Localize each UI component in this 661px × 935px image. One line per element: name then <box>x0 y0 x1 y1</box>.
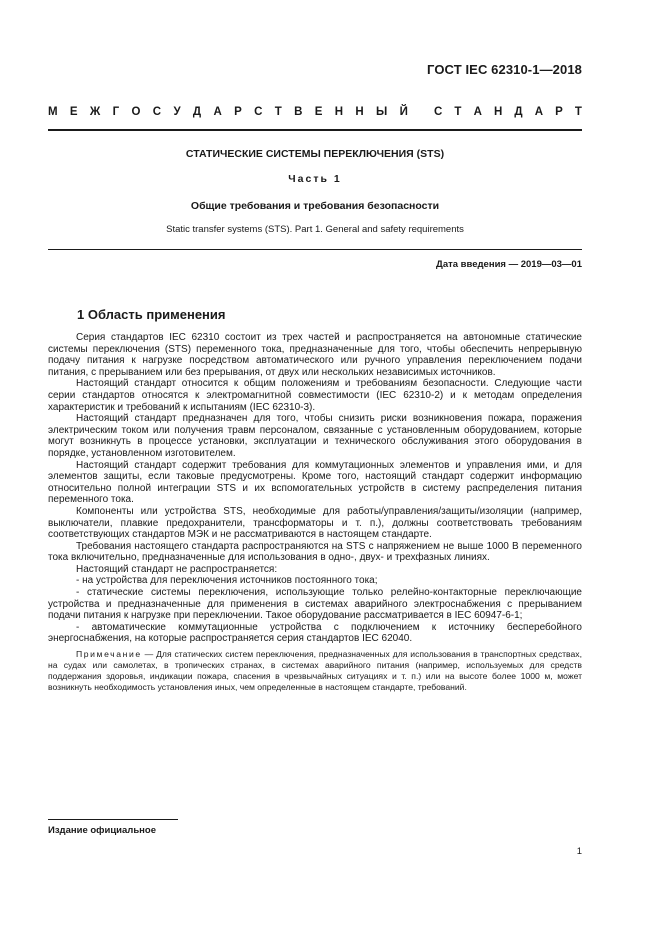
note-label: Примечание <box>76 649 142 660</box>
note <box>48 649 582 693</box>
part-label: Часть 1 <box>288 173 342 185</box>
introduction-date: Дата введения — 2019—03—01 <box>436 259 582 270</box>
english-title: Static transfer systems (STS). Part 1. General and safety requirements <box>166 224 464 235</box>
list-item: - на устройства для переключения источников постоянного тока; <box>76 575 378 587</box>
list-item: - статические системы переключения, использующие только релейно-контакторные переключающие устройства и предназначенные для применения в системах аварийного электроснабжения с прерыванием подачи питания к нагрузке при переключении. Такое оборудование рассматривается в IEC 60947-6-1; <box>48 587 582 622</box>
page-number: 1 <box>576 846 582 857</box>
section-body <box>48 332 582 693</box>
list-item: - автоматические коммутационные устройства с подключением к источнику бесперебойного энергоснабжения, на которые распространяется серия стандартов IEC 62040. <box>48 621 582 645</box>
paragraph: Требования настоящего стандарта распространяются на STS с напряжением не выше 1000 В переменного тока включительно, предназначенные для использования в одно-, двух- и трехфазных линиях. <box>48 540 582 564</box>
paragraph: Настоящий стандарт относится к общим положениям и требованиям безопасности. Следующие части серии стандартов относятся к электромагнитной совместимости (IEC 62310-2) и к методам определения характеристик и требований к испытаниям (IEC 62310-3). <box>48 378 582 413</box>
standard-title: СТАТИЧЕСКИЕ СИСТЕМЫ ПЕРЕКЛЮЧЕНИЯ (STS) <box>185 148 445 160</box>
official-edition-label: Издание официальное <box>48 825 156 836</box>
interstate-standard-banner <box>48 106 582 118</box>
interstate-word-1: М Е Ж Г О С У Д А Р С Т В Е Н Н Ы Й <box>48 106 408 118</box>
paragraph: Настоящий стандарт не распространяется: <box>76 563 278 575</box>
paragraph: Настоящий стандарт предназначен для того, чтобы снизить риски возникновения пожара, поражения электрическим током или получения травм персоналом, связанные с установленным оборудованием, которые могут возникнуть в процессе установки, эксплуатации и технического обслуживания этого оборудования в порядке, установленном изготовителем. <box>48 413 582 459</box>
paragraph: Настоящий стандарт содержит требования для коммутационных элементов и управления ими, и для элементов защиты, если таковые предусмотрены. Кроме того, настоящий стандарт содержит информацию относительно полной интеграции STS и их вспомогательных устройств в систему распределения питания переменного тока. <box>48 459 582 506</box>
paragraph: Серия стандартов IEC 62310 состоит из трех частей и распространяется на автономные статические системы переключения (STS) переменного тока, предназначенные для того, чтобы обеспечить непрерывную подачу питания к нагрузке посредством автоматического или ручного управления переключением подачи питания, с прерыванием или без прерывания, от двух или нескольких независимых источников. <box>48 332 582 378</box>
top-rule <box>48 129 582 131</box>
paragraph: Компоненты или устройства STS, необходимые для работы/управления/защиты/изоляции (например, выключатели, плавкие предохранители, трансформаторы и т. п.), должны соответствовать требованиям соответствующих стандартов МЭК и не рассматриваются в настоящем стандарте. <box>48 505 582 541</box>
standard-subtitle: Общие требования и требования безопасности <box>190 200 440 212</box>
middle-rule <box>48 249 582 250</box>
footer-rule <box>48 819 178 820</box>
interstate-word-2: С Т А Н Д А Р Т <box>434 106 582 118</box>
section-heading: 1 Область применения <box>77 307 226 322</box>
note-text: — Для статических систем переключения, предназначенных для использования в транспортных средствах, на судах или самолетах, в тропических странах, в системах аварийного питания (например, используемых для средств поддержания здоровья, индикации пожара, спасения в чрезвычайных ситуациях и т. п.) или на высоте более 1000 м, может возникнуть необходимость установления иных, чем определенные в настоящем стандарте, требований. <box>48 649 582 693</box>
document-code: ГОСТ IEC 62310-1—2018 <box>427 62 582 77</box>
